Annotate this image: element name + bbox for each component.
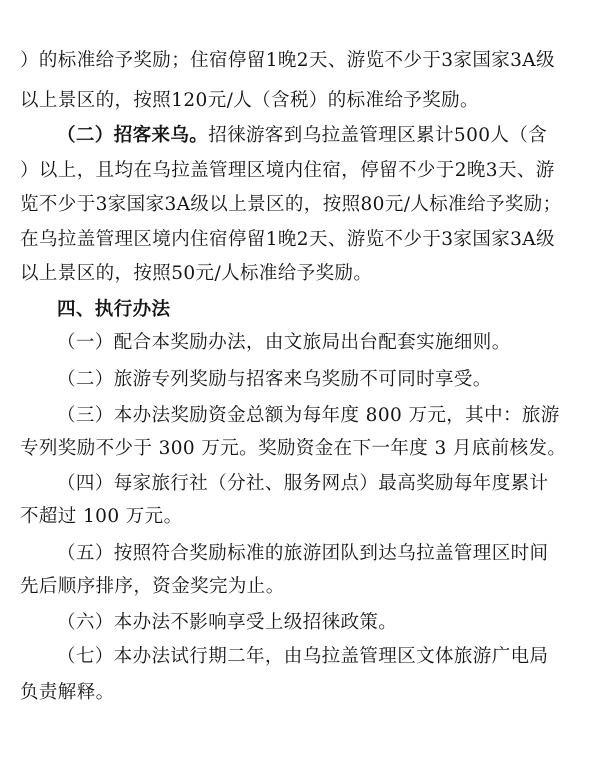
paragraph-line: ）的标准给予奖励；住宿停留1晚2天、游览不少于3家国家3A级 [20, 50, 555, 71]
paragraph-line: 专列奖励不少于 300 万元。奖励资金在下一年度 3 月底前核发。 [20, 438, 567, 459]
paragraph-text: 招徕游客到乌拉盖管理区累计500人（含 [208, 125, 548, 146]
paragraph-line: （二）旅游专列奖励与招客来乌奖励不可同时享受。 [57, 369, 492, 390]
paragraph-line: ）以上，且均在乌拉盖管理区境内住宿，停留不少于2晚3天、游 [20, 160, 555, 181]
paragraph-line [57, 122, 592, 150]
section-title: （二）招客来乌。 [57, 125, 209, 146]
paragraph-line: 不超过 100 万元。 [20, 506, 183, 527]
paragraph-line: （一）配合本奖励办法，由文旅局出台配套实施细则。 [57, 332, 511, 353]
paragraph-line: （四）每家旅行社（分社、服务网点）最高奖励每年度累计 [57, 473, 549, 494]
paragraph-line: 以上景区的，按照120元/人（含税）的标准给予奖励。 [20, 90, 479, 111]
paragraph-line: 在乌拉盖管理区境内住宿停留1晚2天、游览不少于3家国家3A级 [20, 229, 555, 250]
paragraph-line: （六）本办法不影响享受上级招徕政策。 [57, 612, 398, 633]
paragraph-line: 览不少于3家国家3A级以上景区的，按照80元/人标准给予奖励； [20, 194, 562, 215]
paragraph-line: （七）本办法试行期二年，由乌拉盖管理区文体旅游广电局 [57, 646, 549, 667]
paragraph-line: 先后顺序排序，资金奖完为止。 [20, 576, 285, 597]
paragraph-line: 以上景区的，按照50元/人标准给予奖励。 [20, 263, 373, 284]
paragraph-line: 负责解释。 [20, 682, 115, 703]
paragraph-line: （五）按照符合奖励标准的旅游团队到达乌拉盖管理区时间 [57, 543, 549, 564]
paragraph-line: （三）本办法奖励资金总额为每年度 800 万元，其中：旅游 [57, 405, 560, 426]
section-heading: 四、执行办法 [57, 299, 171, 320]
